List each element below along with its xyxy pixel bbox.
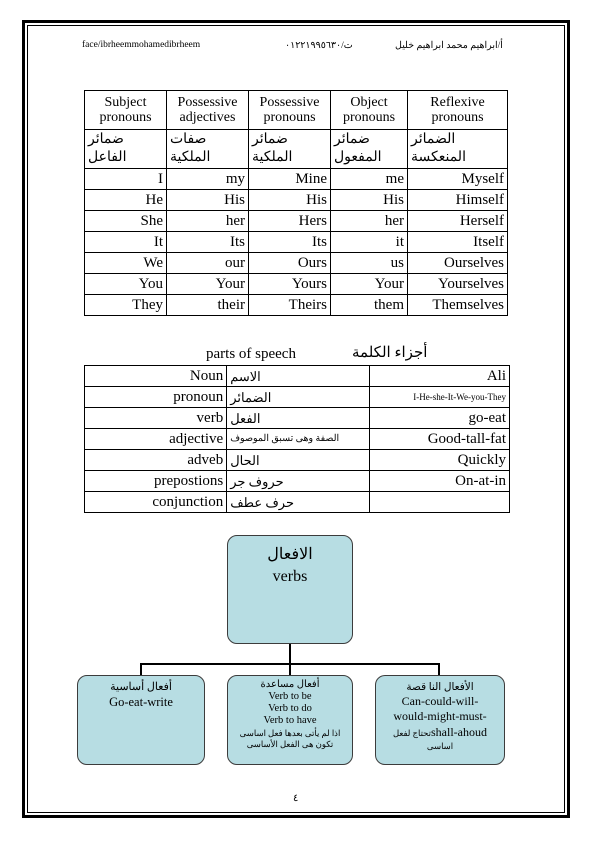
header-cell-ar: ضمائر الفاعل xyxy=(85,130,167,169)
pos-en: adveb xyxy=(85,450,227,471)
table-row xyxy=(85,211,508,232)
aux-line: Verb to do xyxy=(268,703,312,714)
header-cell-ar: الضمائر المنعكسة xyxy=(408,130,508,169)
pos-example: go-eat xyxy=(370,408,510,429)
aux-line: Verb to have xyxy=(263,715,317,726)
modal-words: shall-ahoud xyxy=(431,725,488,739)
main-verbs-box xyxy=(77,675,205,765)
table-cell: It xyxy=(85,232,167,253)
table-cell: Himself xyxy=(408,190,508,211)
table-row xyxy=(85,274,508,295)
modal-line xyxy=(376,724,504,741)
table-cell: His xyxy=(249,190,331,211)
pos-en: adjective xyxy=(85,429,227,450)
connector-right xyxy=(438,663,440,675)
pronouns-table xyxy=(84,90,508,316)
table-cell: I xyxy=(85,169,167,190)
pos-en: conjunction xyxy=(85,492,227,513)
main-verbs-ar: أفعال أساسية xyxy=(110,681,172,693)
header-cell-ar: صفات الملكية xyxy=(167,130,249,169)
header-phone: ت/٠١٢٢١٩٩٥٦٣٠ xyxy=(285,41,353,51)
pos-en: verb xyxy=(85,408,227,429)
header-facebook: face/ibrheemmohamedibrheem xyxy=(82,40,201,50)
table-cell: His xyxy=(331,190,408,211)
modal-line: would-might-must- xyxy=(393,709,487,723)
pos-example xyxy=(370,492,510,513)
table-row xyxy=(85,387,510,408)
table-cell: Yours xyxy=(249,274,331,295)
table-cell: Theirs xyxy=(249,295,331,316)
table-cell: me xyxy=(331,169,408,190)
table-cell: us xyxy=(331,253,408,274)
table-header-row-en xyxy=(85,91,508,130)
table-row xyxy=(85,253,508,274)
table-cell: Its xyxy=(167,232,249,253)
verbs-box xyxy=(227,535,353,644)
auxiliary-verbs-box xyxy=(227,675,353,765)
pos-ar: حرف عطف xyxy=(227,492,370,513)
table-cell: it xyxy=(331,232,408,253)
table-cell: Hers xyxy=(249,211,331,232)
verbs-en: verbs xyxy=(272,568,308,585)
table-row xyxy=(85,471,510,492)
table-cell: our xyxy=(167,253,249,274)
pos-example: On-at-in xyxy=(370,471,510,492)
modal-verbs-ar: الأفعال النا قصة xyxy=(406,682,474,693)
table-cell: Herself xyxy=(408,211,508,232)
pos-en: pronoun xyxy=(85,387,227,408)
modal-note: تحتاج لفعل xyxy=(392,728,432,738)
connector-left xyxy=(140,663,142,675)
header-author: أ/ابراهيم محمد ابراهيم خليل xyxy=(395,41,503,51)
table-cell: She xyxy=(85,211,167,232)
table-cell: Mine xyxy=(249,169,331,190)
title-ar: أجزاء الكلمة xyxy=(352,345,428,361)
pos-ar: الاسم xyxy=(227,366,370,387)
table-cell: We xyxy=(85,253,167,274)
header-cell: Object pronouns xyxy=(331,91,408,130)
table-row xyxy=(85,450,510,471)
table-cell: Its xyxy=(249,232,331,253)
pos-ar: الصفة وهى تسبق الموصوف xyxy=(227,429,370,450)
header-cell-ar: ضمائر الملكية xyxy=(249,130,331,169)
aux-note: تكون هى الفعل الأساسى xyxy=(246,739,334,749)
table-cell: her xyxy=(167,211,249,232)
table-row xyxy=(85,492,510,513)
table-row xyxy=(85,366,510,387)
main-verbs-en: Go-eat-write xyxy=(109,695,173,709)
table-cell: Your xyxy=(331,274,408,295)
table-header-row-ar xyxy=(85,130,508,169)
table-cell: Ours xyxy=(249,253,331,274)
table-cell: her xyxy=(331,211,408,232)
table-cell: Themselves xyxy=(408,295,508,316)
table-row xyxy=(85,169,508,190)
pos-en: Noun xyxy=(85,366,227,387)
auxiliary-verbs-ar: أفعال مساعدة xyxy=(260,679,320,690)
header-cell: Reflexive pronouns xyxy=(408,91,508,130)
table-cell: my xyxy=(167,169,249,190)
connector-mid xyxy=(289,663,291,675)
pos-ar: الفعل xyxy=(227,408,370,429)
modal-note: اساسى xyxy=(426,741,454,751)
table-cell: Itself xyxy=(408,232,508,253)
table-cell: He xyxy=(85,190,167,211)
pos-ar: الضمائر xyxy=(227,387,370,408)
pos-ar: الحال xyxy=(227,450,370,471)
header-cell-ar: ضمائر المفعول xyxy=(331,130,408,169)
header-cell: Possessive adjectives xyxy=(167,91,249,130)
verbs-ar: الافعال xyxy=(267,546,313,563)
table-row xyxy=(85,295,508,316)
table-cell: You xyxy=(85,274,167,295)
modal-verbs-box xyxy=(375,675,505,765)
table-row xyxy=(85,190,508,211)
table-cell: His xyxy=(167,190,249,211)
table-cell: their xyxy=(167,295,249,316)
table-row xyxy=(85,232,508,253)
parts-of-speech-table xyxy=(84,365,510,513)
pos-example: Ali xyxy=(370,366,510,387)
table-row xyxy=(85,408,510,429)
page-number: ٤ xyxy=(293,793,299,804)
table-cell: Myself xyxy=(408,169,508,190)
header-cell: Subject pronouns xyxy=(85,91,167,130)
table-row xyxy=(85,429,510,450)
table-cell: They xyxy=(85,295,167,316)
pos-ar: حروف جر xyxy=(227,471,370,492)
modal-line: Can-could-will- xyxy=(401,694,479,708)
table-cell: Yourselves xyxy=(408,274,508,295)
title-en: parts of speech xyxy=(206,346,296,362)
parts-of-speech-title xyxy=(206,345,428,363)
pos-example: I-He-she-It-We-you-They xyxy=(370,387,510,408)
table-cell: them xyxy=(331,295,408,316)
header-cell: Possessive pronouns xyxy=(249,91,331,130)
table-cell: Your xyxy=(167,274,249,295)
aux-line: Verb to be xyxy=(268,691,312,702)
pos-example: Quickly xyxy=(370,450,510,471)
aux-note: اذا لم يأتى بعدها فعل اساسى xyxy=(239,728,341,738)
pos-en: prepostions xyxy=(85,471,227,492)
connector-vertical xyxy=(289,644,291,664)
pos-example: Good-tall-fat xyxy=(370,429,510,450)
table-cell: Ourselves xyxy=(408,253,508,274)
